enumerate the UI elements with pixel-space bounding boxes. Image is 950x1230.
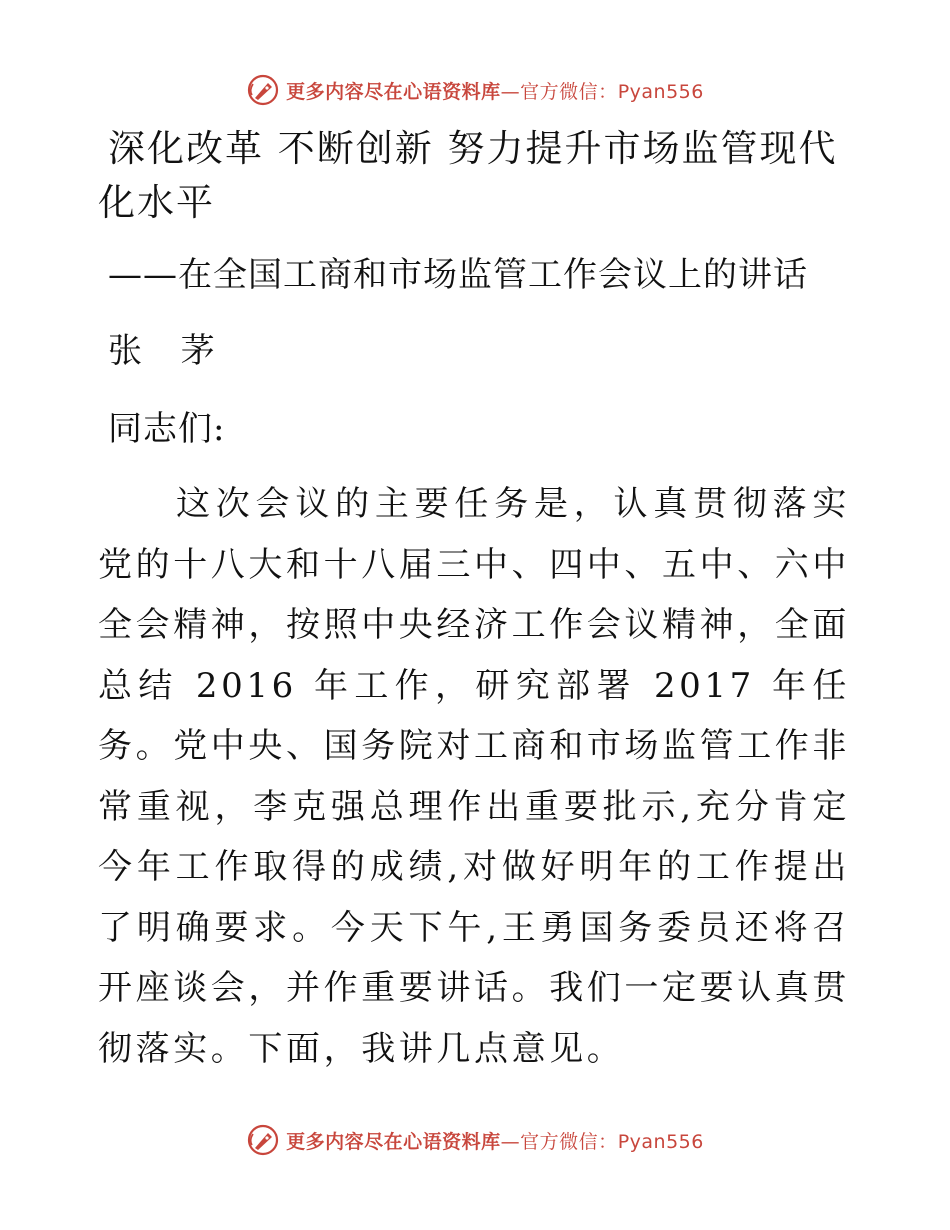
banner-wechat-id: Pyan556: [617, 80, 704, 103]
document-subtitle: ——在全国工商和市场监管工作会议上的讲话: [108, 255, 808, 295]
banner-secondary-text: 官方微信：: [520, 80, 618, 103]
banner-separator: —: [500, 1130, 521, 1153]
body-paragraph: 这次会议的主要任务是，认真贯彻落实党的十八大和十八届三中、四中、五中、六中全会精神，按照中央经济工作会议精神，全面总结 2016 年工作，研究部署 2017 年任务。党中央、国务院对工商和市场监管工作非常重视，李克强总理作出重要批示,充分肯定今年工作取得的成绩,对做好明年的工作提出了明确要求。今天下午,王勇国务委员还将召开座谈会，并作重要讲话。我们一定要认真贯彻落实。下面，我讲几点意见。: [98, 484, 850, 1069]
footer-banner: [0, 1120, 950, 1160]
document-title: 深化改革 不断创新 努力提升市场监管现代化水平: [98, 127, 838, 224]
document-salutation: 同志们:: [108, 409, 226, 449]
banner-wechat-id: Pyan556: [617, 1130, 704, 1153]
banner-main-text: 更多内容尽在心语资料库: [286, 80, 501, 103]
banner-text: [286, 1127, 704, 1154]
banner-secondary-text: 官方微信：: [520, 1130, 618, 1153]
pen-nib-circle-icon: [246, 1123, 280, 1157]
banner-separator: —: [500, 80, 521, 103]
header-banner: [0, 70, 950, 110]
banner-text: [286, 77, 704, 104]
pen-nib-circle-icon: [246, 73, 280, 107]
banner-main-text: 更多内容尽在心语资料库: [286, 1130, 501, 1153]
document-author: 张 茅: [108, 331, 229, 371]
